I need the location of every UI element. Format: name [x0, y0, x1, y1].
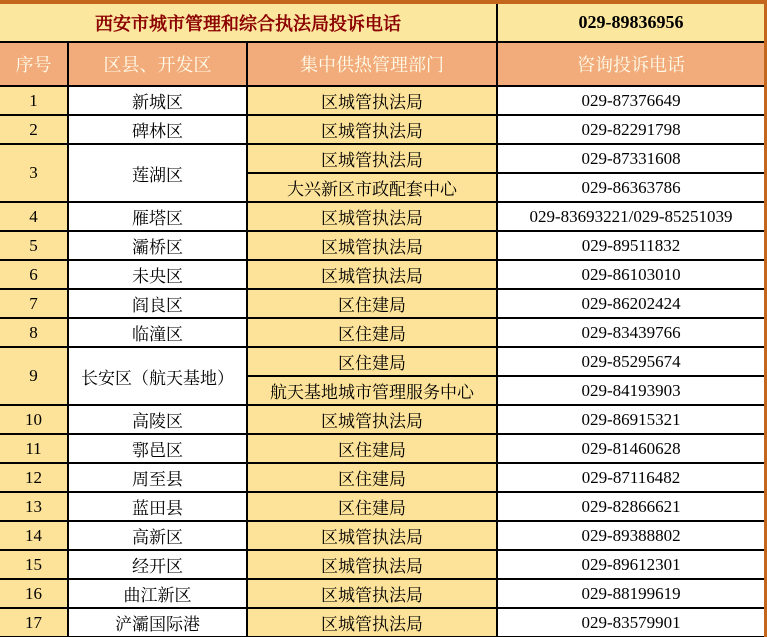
col-header-department: 集中供热管理部门 — [247, 42, 497, 86]
department-cell: 区住建局 — [247, 289, 497, 318]
col-header-index: 序号 — [0, 42, 68, 86]
row-number-cell: 1 — [0, 86, 68, 115]
department-cell: 区住建局 — [247, 492, 497, 521]
district-cell: 雁塔区 — [68, 202, 247, 231]
district-cell: 新城区 — [68, 86, 247, 115]
table-row — [0, 347, 764, 376]
district-cell: 临潼区 — [68, 318, 247, 347]
phone-cell: 029-89388802 — [497, 521, 764, 550]
page-title: 西安市城市管理和综合执法局投诉电话 — [0, 4, 497, 42]
department-cell: 区城管执法局 — [247, 405, 497, 434]
bureau-phone-number: 029-89836956 — [497, 4, 764, 42]
department-cell: 区住建局 — [247, 463, 497, 492]
district-cell: 周至县 — [68, 463, 247, 492]
department-cell: 区城管执法局 — [247, 202, 497, 231]
table-row — [0, 202, 764, 231]
department-cell: 区城管执法局 — [247, 86, 497, 115]
table-row — [0, 608, 764, 637]
department-cell: 区城管执法局 — [247, 608, 497, 637]
table-row — [0, 579, 764, 608]
department-cell: 区住建局 — [247, 434, 497, 463]
district-cell: 长安区（航天基地） — [68, 347, 247, 405]
department-cell: 大兴新区市政配套中心 — [247, 173, 497, 202]
phone-cell: 029-85295674 — [497, 347, 764, 376]
heating-complaint-table — [0, 4, 764, 637]
district-cell: 高陵区 — [68, 405, 247, 434]
district-cell: 高新区 — [68, 521, 247, 550]
row-number-cell: 9 — [0, 347, 68, 405]
phone-cell: 029-86915321 — [497, 405, 764, 434]
row-number-cell: 12 — [0, 463, 68, 492]
district-cell: 经开区 — [68, 550, 247, 579]
district-cell: 灞桥区 — [68, 231, 247, 260]
phone-cell: 029-83579901 — [497, 608, 764, 637]
column-header-row — [0, 42, 764, 86]
row-number-cell: 14 — [0, 521, 68, 550]
table-row — [0, 492, 764, 521]
district-cell: 未央区 — [68, 260, 247, 289]
row-number-cell: 2 — [0, 115, 68, 144]
table-row — [0, 144, 764, 173]
row-number-cell: 16 — [0, 579, 68, 608]
phone-cell: 029-83693221/029-85251039 — [497, 202, 764, 231]
district-cell: 蓝田县 — [68, 492, 247, 521]
table-row — [0, 86, 764, 115]
district-cell: 碑林区 — [68, 115, 247, 144]
table-row — [0, 115, 764, 144]
table-row — [0, 463, 764, 492]
department-cell: 区城管执法局 — [247, 144, 497, 173]
row-number-cell: 5 — [0, 231, 68, 260]
department-cell: 区住建局 — [247, 318, 497, 347]
department-cell: 区城管执法局 — [247, 521, 497, 550]
table-body — [0, 86, 764, 637]
department-cell: 区城管执法局 — [247, 115, 497, 144]
phone-cell: 029-87376649 — [497, 86, 764, 115]
phone-cell: 029-89612301 — [497, 550, 764, 579]
title-row — [0, 4, 764, 42]
row-number-cell: 13 — [0, 492, 68, 521]
department-cell: 区城管执法局 — [247, 550, 497, 579]
department-cell: 区住建局 — [247, 347, 497, 376]
district-cell: 浐灞国际港 — [68, 608, 247, 637]
col-header-district: 区县、开发区 — [68, 42, 247, 86]
phone-cell: 029-86363786 — [497, 173, 764, 202]
table-row — [0, 260, 764, 289]
phone-cell: 029-82291798 — [497, 115, 764, 144]
col-header-phone: 咨询投诉电话 — [497, 42, 764, 86]
phone-cell: 029-87331608 — [497, 144, 764, 173]
table-row — [0, 318, 764, 347]
table-row — [0, 231, 764, 260]
phone-cell: 029-88199619 — [497, 579, 764, 608]
row-number-cell: 11 — [0, 434, 68, 463]
phone-cell: 029-87116482 — [497, 463, 764, 492]
department-cell: 区城管执法局 — [247, 260, 497, 289]
phone-cell: 029-84193903 — [497, 376, 764, 405]
row-number-cell: 10 — [0, 405, 68, 434]
department-cell: 区城管执法局 — [247, 231, 497, 260]
table-row — [0, 405, 764, 434]
phone-cell: 029-83439766 — [497, 318, 764, 347]
phone-cell: 029-86202424 — [497, 289, 764, 318]
row-number-cell: 7 — [0, 289, 68, 318]
department-cell: 区城管执法局 — [247, 579, 497, 608]
row-number-cell: 17 — [0, 608, 68, 637]
row-number-cell: 6 — [0, 260, 68, 289]
row-number-cell: 8 — [0, 318, 68, 347]
phone-cell: 029-81460628 — [497, 434, 764, 463]
district-cell: 鄠邑区 — [68, 434, 247, 463]
table-row — [0, 434, 764, 463]
phone-cell: 029-86103010 — [497, 260, 764, 289]
table-row — [0, 550, 764, 579]
phone-cell: 029-82866621 — [497, 492, 764, 521]
table-row — [0, 521, 764, 550]
row-number-cell: 4 — [0, 202, 68, 231]
department-cell: 航天基地城市管理服务中心 — [247, 376, 497, 405]
row-number-cell: 15 — [0, 550, 68, 579]
district-cell: 阎良区 — [68, 289, 247, 318]
district-cell: 莲湖区 — [68, 144, 247, 202]
district-cell: 曲江新区 — [68, 579, 247, 608]
table-row — [0, 289, 764, 318]
row-number-cell: 3 — [0, 144, 68, 202]
phone-cell: 029-89511832 — [497, 231, 764, 260]
